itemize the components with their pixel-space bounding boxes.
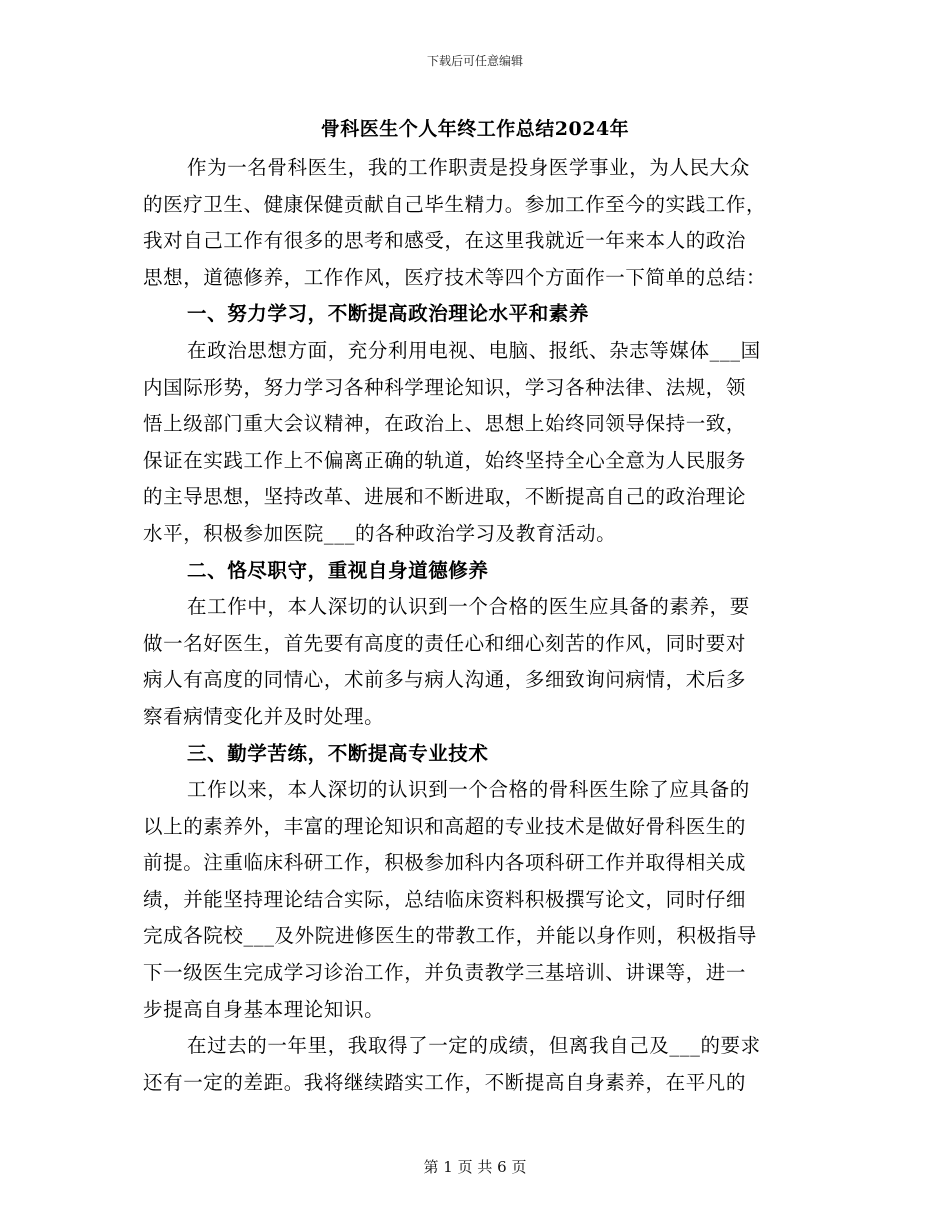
paragraph-line: 保证在实践工作上不偏离正确的轨道，始终坚持全心全意为人民服务 (143, 448, 747, 472)
paragraph-line: 水平，积极参加医院___的各种政治学习及教育活动。 (143, 521, 617, 545)
paragraph-line: 在工作中，本人深切的认识到一个合格的医生应具备的素养，要 (187, 595, 750, 619)
paragraph-line: 做一名好医生，首先要有高度的责任心和细心刻苦的作风，同时要对 (143, 631, 747, 655)
section-heading: 一、努力学习，不断提高政治理论水平和素养 (187, 302, 590, 326)
paragraph-line: 的主导思想，坚持改革、进展和不断进取，不断提高自己的政治理论 (143, 485, 747, 509)
paragraph-line: 完成各院校___及外院进修医生的带教工作，并能以身作则，积极指导 (143, 924, 757, 948)
paragraph-line: 思想，道德修养，工作作风，医疗技术等四个方面作一下简单的总结： (143, 265, 767, 289)
paragraph-line: 内国际形势，努力学习各种科学理论知识，学习各种法律、法规，领 (143, 375, 747, 399)
paragraph-line: 我对自己工作有很多的思考和感受，在这里我就近一年来本人的政治 (143, 229, 747, 253)
paragraph-line: 下一级医生完成学习诊治工作，并负责教学三基培训、讲课等，进一 (143, 961, 747, 985)
section-heading: 二、恪尽职守，重视自身道德修养 (187, 558, 489, 582)
paragraph-line: 还有一定的差距。我将继续踏实工作，不断提高自身素养，在平凡的 (143, 1070, 747, 1094)
paragraph-line: 病人有高度的同情心，术前多与病人沟通，多细致询问病情，术后多 (143, 668, 747, 692)
section-heading: 三、勤学苦练，不断提高专业技术 (187, 741, 489, 765)
paragraph-line: 察看病情变化并及时处理。 (143, 704, 385, 728)
paragraph-line: 在过去的一年里，我取得了一定的成绩，但离我自己及___的要求 (187, 1034, 761, 1058)
document-title: 骨科医生个人年终工作总结2024年 (320, 118, 630, 140)
paragraph-line: 工作以来，本人深切的认识到一个合格的骨科医生除了应具备的 (187, 778, 750, 802)
paragraph-line: 前提。注重临床科研工作，积极参加科内各项科研工作并取得相关成 (143, 851, 747, 875)
paragraph-line: 悟上级部门重大会议精神，在政治上、思想上始终同领导保持一致， (143, 412, 747, 436)
paragraph-line: 在政治思想方面，充分利用电视、电脑、报纸、杂志等媒体___国 (187, 338, 761, 362)
document-body (143, 150, 808, 1101)
page-footer: 第 1 页 共 6 页 (423, 1158, 527, 1176)
paragraph-line: 绩，并能坚持理论结合实际，总结临床资料积极撰写论文，同时仔细 (143, 887, 747, 911)
paragraph-line: 以上的素养外，丰富的理论知识和高超的专业技术是做好骨科医生的 (143, 814, 747, 838)
page-header-note: 下载后可任意编辑 (426, 54, 523, 68)
paragraph-line: 步提高自身基本理论知识。 (143, 997, 385, 1021)
paragraph-line: 的医疗卫生、健康保健贡献自己毕生精力。参加工作至今的实践工作， (143, 192, 767, 216)
paragraph-line: 作为一名骨科医生，我的工作职责是投身医学事业，为人民大众 (187, 156, 750, 179)
